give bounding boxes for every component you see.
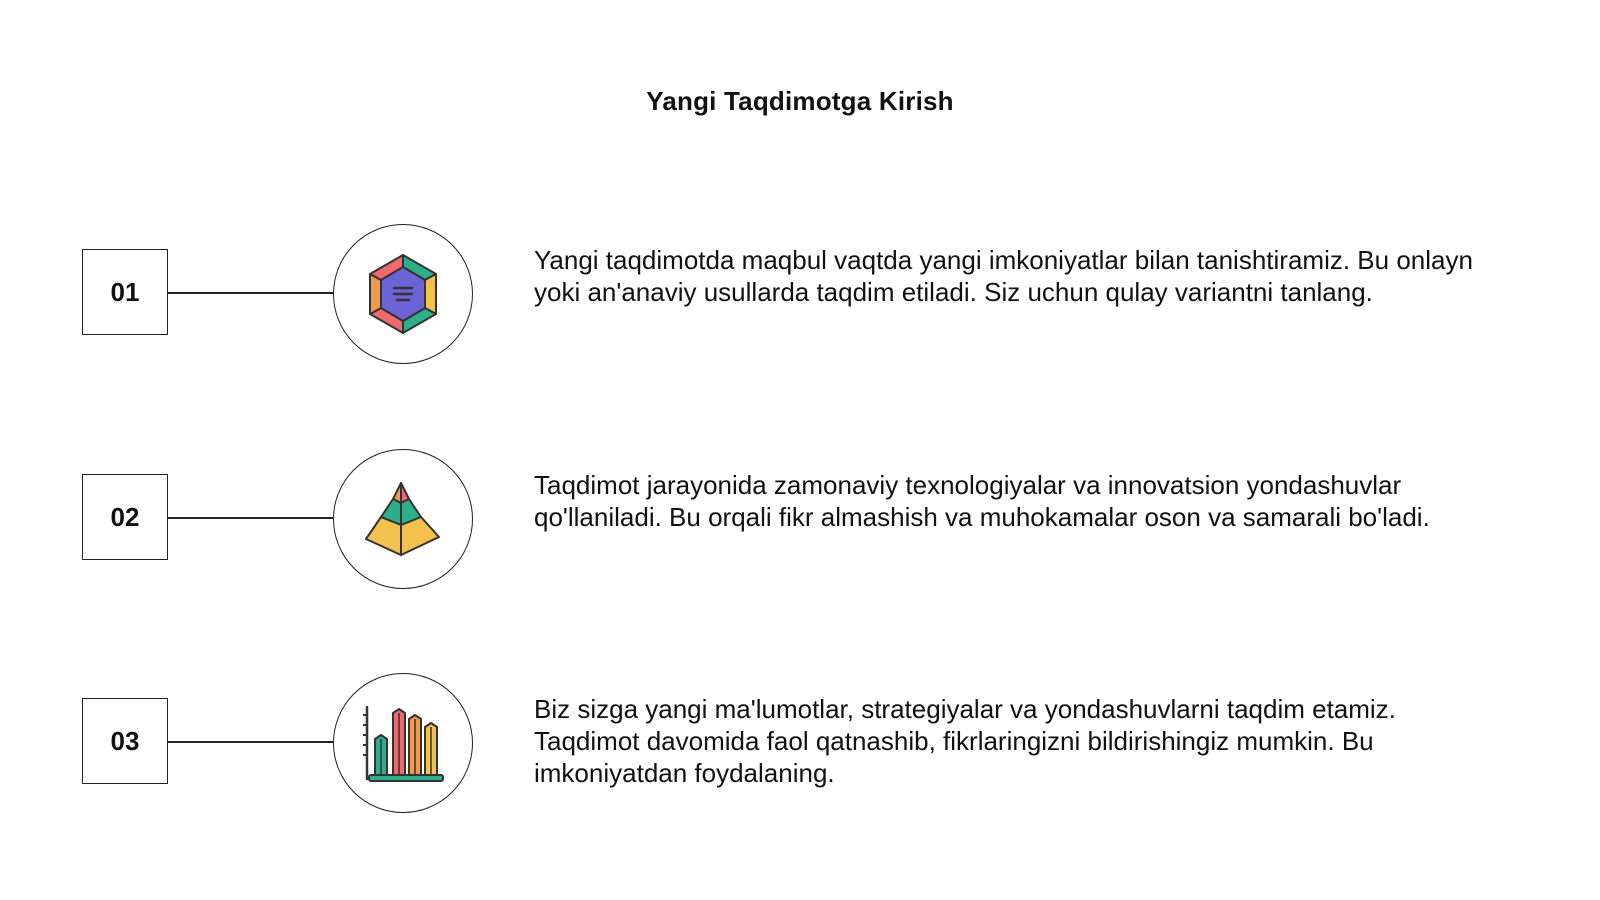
icon-circle xyxy=(333,224,473,364)
page-title: Yangi Taqdimotga Kirish xyxy=(646,86,954,116)
step-number-box: 01 xyxy=(82,249,168,335)
item-description: Biz sizga yangi ma'lumotlar, strategiyalar va yondashuvlarni taqdim etamiz. Taqdimot davomida faol qatnashib, fikrlaringizni bildirishingiz mumkin. Bu imkoniyatdan foydalaning. xyxy=(534,694,1396,788)
hexagon-document-icon xyxy=(365,252,441,336)
list-item-2 xyxy=(0,449,1600,589)
item-description: Yangi taqdimotda maqbul vaqtda yangi imkoniyatlar bilan tanishtiramiz. Bu onlayn yoki an'anaviy usullarda taqdim etiladi. Siz uchun qulay variantni tanlang. xyxy=(534,245,1473,307)
connector-line xyxy=(168,292,333,294)
list-item-3 xyxy=(0,673,1600,813)
connector-line xyxy=(168,517,333,519)
step-number-box: 03 xyxy=(82,698,168,784)
step-number-box: 02 xyxy=(82,474,168,560)
bar-chart-icon xyxy=(361,701,445,785)
connector-line xyxy=(168,741,333,743)
pyramid-icon xyxy=(363,479,443,559)
icon-circle xyxy=(333,673,473,813)
icon-circle xyxy=(333,449,473,589)
list-item-1 xyxy=(0,224,1600,364)
item-description: Taqdimot jarayonida zamonaviy texnologiyalar va innovatsion yondashuvlar qo'llaniladi. Bu orqali fikr almashish va muhokamalar oson va samarali bo'ladi. xyxy=(534,470,1430,532)
